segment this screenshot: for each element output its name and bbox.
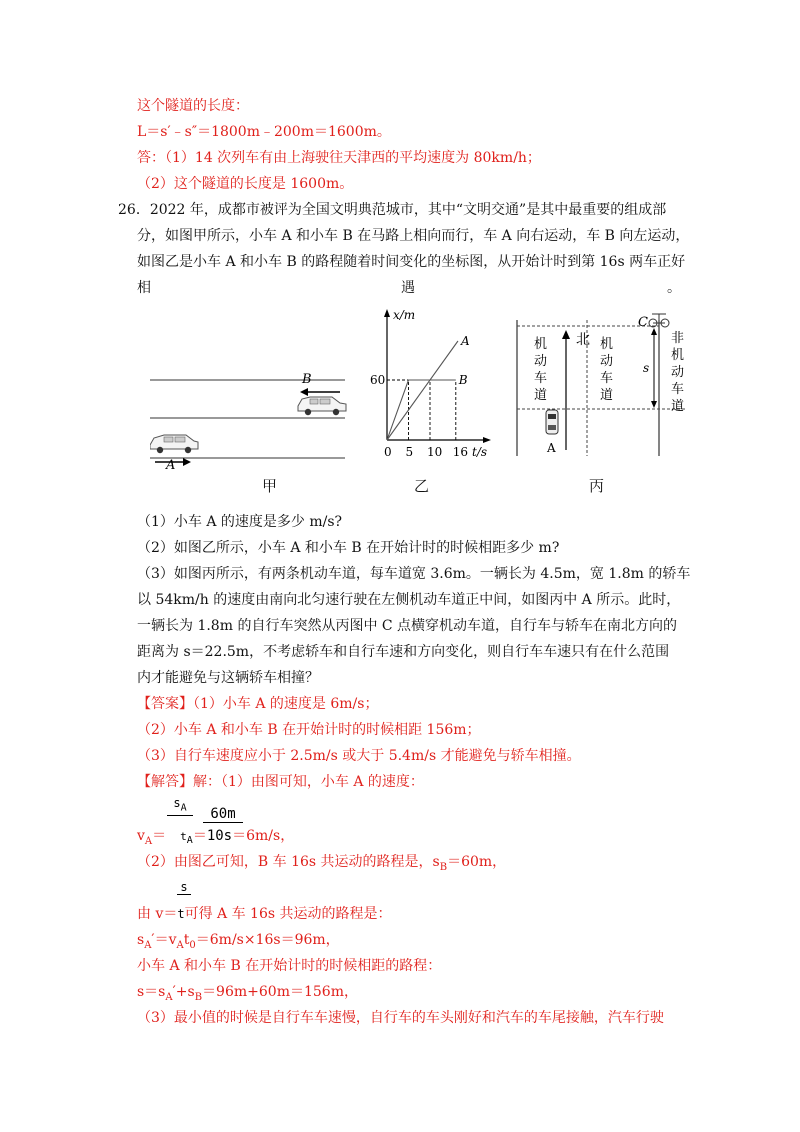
fraction-sa-ta: $s_A$ <box>167 796 193 816</box>
solution-line: $s=s_A'+s_B=96m+60m=156m$， <box>137 984 358 1003</box>
y-tick-label: 60 <box>370 373 386 387</box>
svg-text:道: 道 <box>534 388 548 403</box>
subquestion-line: （2）如图乙所示，小车 A 和小车 B 在开始计时的时候相距多少 m? <box>137 540 560 556</box>
question-line-fragment: 相 <box>137 280 151 296</box>
solution-line: $v_A= t_A=10s=6m/s$， <box>137 828 295 847</box>
question-line: 如图乙是小车 A 和小车 B 的路程随着时间变化的坐标图，从开始计时到第 16s 两车正好 <box>137 254 686 270</box>
x-tick-label: 10 <box>427 445 443 459</box>
solution-line: （3）最小值的时候是自行车车速慢，自行车的车头刚好和汽车的车尾接触，汽车行驶 <box>137 1010 664 1026</box>
north-label: 北 <box>576 332 590 348</box>
car-a-label: A <box>166 458 176 470</box>
y-axis-arrow <box>384 309 390 317</box>
distance-s-arrow-icon <box>651 328 657 408</box>
subquestion-line: 内才能避免与这辆轿车相撞？ <box>137 670 319 686</box>
figure-yi-chart <box>360 305 495 465</box>
text-line: L＝s′﹣s″＝1800m﹣200m＝1600m。 <box>137 124 391 140</box>
y-axis-label: x/m <box>393 308 416 322</box>
answer-line <box>137 694 378 714</box>
answer-1: （1）小车 A 的速度是 6m/s； <box>193 696 379 712</box>
solution-line: （2）由图乙可知，B 车 16s 共运动的路程是，$s_B=60m$， <box>137 854 507 873</box>
solution-line: 小车 A 和小车 B 在开始计时的时候相距的路程： <box>137 958 442 974</box>
svg-text:动: 动 <box>600 354 614 369</box>
figure-jia <box>150 370 350 470</box>
question-line: 分，如图甲所示，小车 A 和小车 B 在马路上相向而行，车 A 向右运动，车 B 向左运动， <box>137 228 690 244</box>
series-label-b: B <box>458 373 468 387</box>
question-line-fragment: 。 <box>667 280 681 296</box>
figure-caption: 乙 <box>414 477 430 495</box>
svg-text:动: 动 <box>534 354 548 369</box>
figure-bing <box>512 308 697 458</box>
lane-label-3 <box>671 330 684 414</box>
solution-line <box>137 772 424 792</box>
svg-text:车: 车 <box>534 371 548 386</box>
x-tick-label: 5 <box>405 445 414 459</box>
solution-line: 由 v＝t可得 A 车 16s 共运动的路程是： <box>137 906 392 922</box>
answer-line: （3）自行车速度应小于 2.5m/s 或大于 5.4m/s 才能避免与轿车相撞。 <box>137 748 581 764</box>
solution-tag: 【解答】 <box>137 774 193 790</box>
svg-text:动: 动 <box>671 365 685 380</box>
solution-step: 解：（1）由图可知，小车 A 的速度： <box>193 774 424 790</box>
point-c-label: C <box>638 315 648 330</box>
distance-s-label: s <box>643 361 650 375</box>
subquestion-line: 距离为 s＝22.5m，不考虑轿车和自行车速和方向变化，则自行车车速只有在什么范围 <box>137 644 670 660</box>
svg-text:道: 道 <box>671 399 685 414</box>
car-a-icon <box>150 435 198 453</box>
solution-line: $s_A'=v_At_0=6m/s\times 16s=96m$， <box>137 932 340 951</box>
svg-text:机: 机 <box>600 337 614 352</box>
fraction-60m-10s: 60m <box>203 806 243 823</box>
svg-text:机: 机 <box>671 348 685 363</box>
series-line-b <box>387 380 456 440</box>
fraction-s-t: s <box>177 880 191 895</box>
subquestion-line: （1）小车 A 的速度是多少 m/s? <box>137 514 343 530</box>
figure-caption: 丙 <box>589 477 605 495</box>
x-axis-arrow <box>483 437 491 443</box>
subquestion-line: （3）如图丙所示，有两条机动车道，每车道宽 3.6m。一辆长为 4.5m，宽 1.8m 的轿车 <box>137 566 691 582</box>
svg-text:道: 道 <box>600 388 614 403</box>
car-a-label: A <box>547 441 556 455</box>
figure-caption: 甲 <box>262 477 278 495</box>
answer-tag: 【答案】 <box>137 696 193 712</box>
x-tick-label: 0 <box>384 445 392 459</box>
text-line: （2）这个隧道的长度是 1600m。 <box>137 176 354 192</box>
car-a-topview-icon <box>546 410 558 434</box>
arrow-left-icon <box>300 388 340 396</box>
north-arrow-icon <box>562 330 570 450</box>
text-line: 这个隧道的长度： <box>137 98 249 114</box>
lane-label-2 <box>600 336 613 403</box>
svg-text:非: 非 <box>671 331 685 346</box>
series-line-a <box>387 341 458 440</box>
answer-line: （2）小车 A 和小车 B 在开始计时的时候相距 156m； <box>137 722 481 738</box>
subquestion-line: 一辆长为 1.8m 的自行车突然从丙图中 C 点横穿机动车道，自行车与轿车在南北方向的 <box>137 618 678 634</box>
svg-text:车: 车 <box>671 382 685 397</box>
question-line-fragment: 遇 <box>401 280 415 296</box>
car-b-label: B <box>302 372 312 387</box>
x-axis-label: t/s <box>472 445 488 459</box>
car-b-icon <box>298 397 346 415</box>
lane-label-1 <box>534 336 547 403</box>
question-line: 26．2022 年，成都市被评为全国文明典范城市，其中“文明交通”是其中最重要的组成部 <box>118 202 667 218</box>
svg-text:车: 车 <box>600 371 614 386</box>
subquestion-line: 以 54km/h 的速度由南向北匀速行驶在左侧机动车道正中间，如图丙中 A 所示。此时， <box>137 592 681 608</box>
text-line: 答：（1）14 次列车有由上海驶往天津西的平均速度为 80km/h； <box>137 150 541 166</box>
x-tick-label: 16 <box>452 445 469 459</box>
series-label-a: A <box>460 334 470 348</box>
svg-text:机: 机 <box>534 337 548 352</box>
